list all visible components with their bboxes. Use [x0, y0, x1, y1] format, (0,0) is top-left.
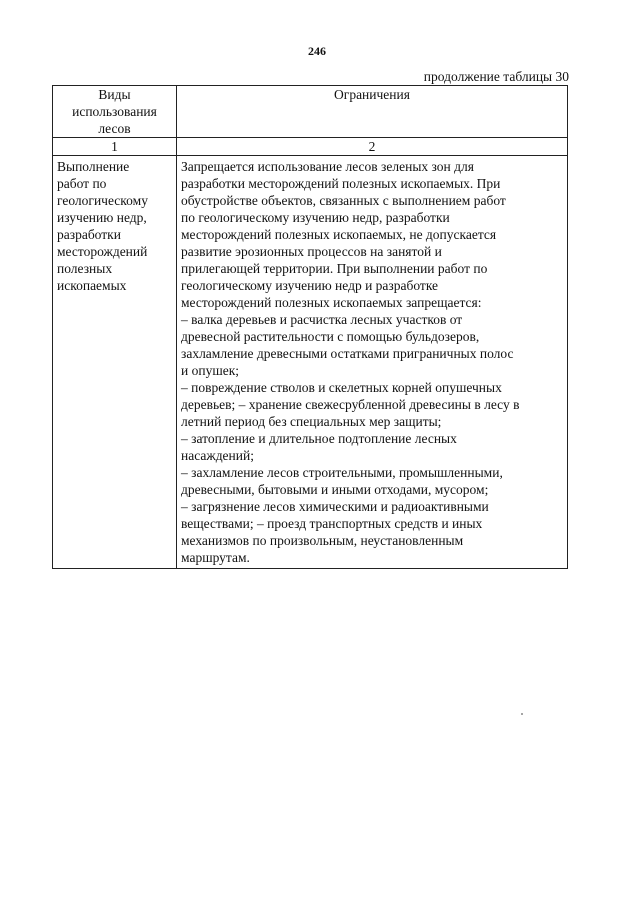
column-number-row [53, 138, 568, 156]
text-line: – валка деревьев и расчистка лесных участков от [181, 312, 463, 327]
text-line: насаждений; [181, 448, 254, 463]
text-line: геологическому изучению недр и разработке [181, 278, 439, 293]
column-number-2: 2 [177, 138, 568, 156]
scan-speck [521, 713, 523, 715]
text-line: летний период без специальных мер защиты; [181, 414, 442, 429]
text-line: развитие эрозионных процессов на занятой и [181, 244, 442, 259]
text-line: – повреждение стволов и скелетных корней опушечных [181, 380, 502, 395]
header-forest-use-types [53, 86, 177, 138]
table-header-row [53, 86, 568, 138]
text-line: разработки месторождений полезных ископаемых. При [181, 176, 501, 191]
text-line: по геологическому изучению недр, разработки [181, 210, 450, 225]
text-line: деревьев; – хранение свежесрубленной древесины в лесу в [181, 397, 520, 412]
text-line: Выполнение [57, 159, 130, 174]
text-line: прилегающей территории. При выполнении работ по [181, 261, 488, 276]
text-line: захламление древесными остатками приграничных полос [181, 346, 514, 361]
table-continuation-label: продолжение таблицы 30 [423, 69, 569, 84]
restrictions-table [52, 85, 568, 569]
text-line: – затопление и длительное подтопление лесных [181, 431, 457, 446]
text-line: Запрещается использование лесов зеленых зон для [181, 159, 474, 174]
text-line: ископаемых [57, 278, 127, 293]
text-line: маршрутам. [181, 550, 250, 565]
text-line: механизмов по произвольным, неустановленным [181, 533, 464, 548]
header-line: использования [72, 104, 157, 119]
text-line: древесными, бытовыми и иными отходами, мусором; [181, 482, 489, 497]
header-restrictions: Ограничения [177, 86, 568, 138]
text-line: геологическому [57, 193, 148, 208]
header-line: Виды [98, 87, 131, 102]
text-line: месторождений полезных ископаемых запрещается: [181, 295, 482, 310]
forest-use-type-cell [53, 156, 177, 569]
page-number: 246 [308, 44, 326, 58]
text-line: месторождений полезных ископаемых, не допускается [181, 227, 497, 242]
table-row [53, 156, 568, 569]
text-line: обустройстве объектов, связанных с выполнением работ [181, 193, 506, 208]
text-line: полезных [57, 261, 113, 276]
text-line: – загрязнение лесов химическими и радиоактивными [181, 499, 489, 514]
restrictions-cell [177, 156, 568, 569]
text-line: древесной растительности с помощью бульдозеров, [181, 329, 480, 344]
text-line: веществами; – проезд транспортных средств и иных [181, 516, 483, 531]
column-number-1: 1 [53, 138, 177, 156]
text-line: месторождений [57, 244, 148, 259]
text-line: изучению недр, [57, 210, 147, 225]
text-line: работ по [57, 176, 107, 191]
header-line: лесов [98, 121, 131, 136]
text-line: разработки [57, 227, 121, 242]
text-line: и опушек; [181, 363, 240, 378]
text-line: – захламление лесов строительными, промышленными, [181, 465, 503, 480]
